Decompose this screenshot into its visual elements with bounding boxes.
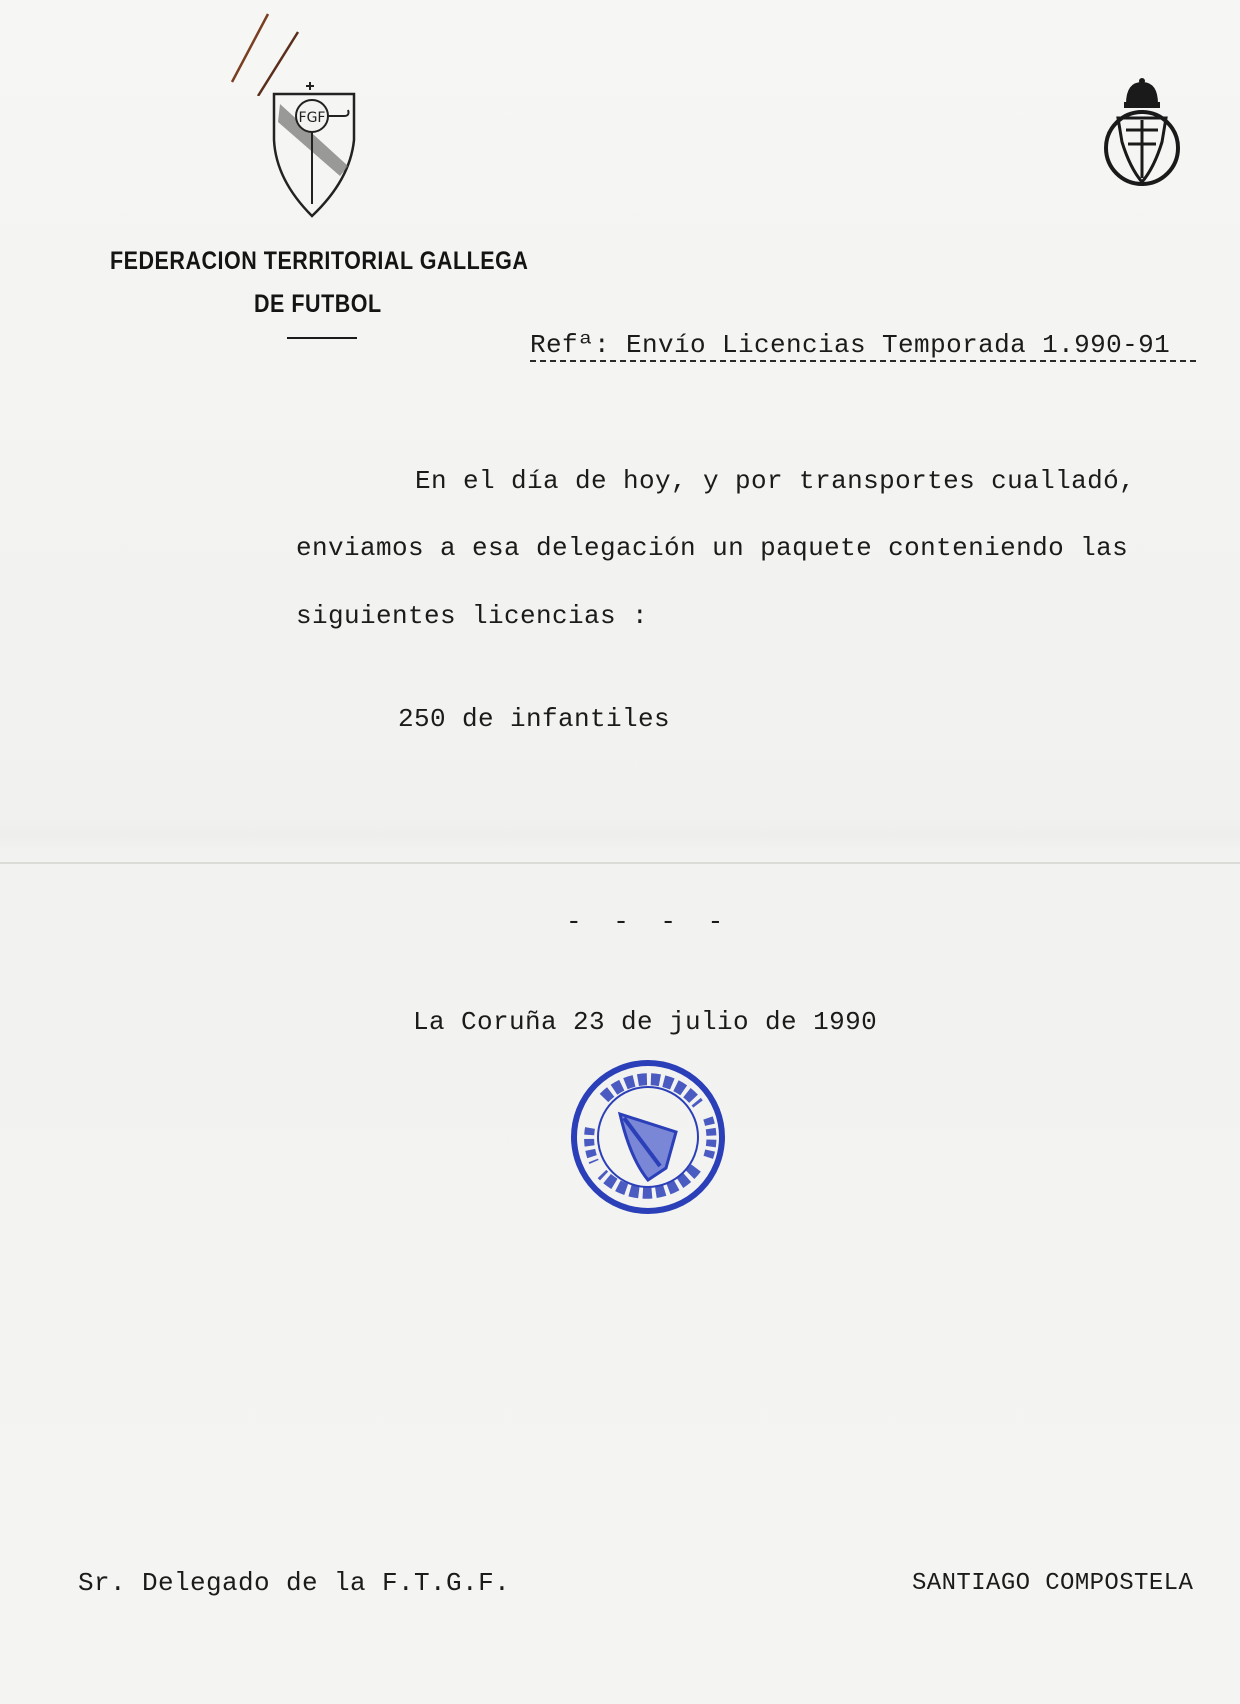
svg-text:FGF: FGF bbox=[298, 110, 326, 126]
body-line-1: En el día de hoy, y por transportes cualladó, bbox=[415, 466, 1136, 496]
recipient-line: Sr. Delegado de la F.T.G.F. bbox=[78, 1568, 511, 1598]
letterhead-divider bbox=[287, 337, 357, 339]
destination-city: SANTIAGO COMPOSTELA bbox=[912, 1570, 1194, 1597]
reference-line: Refª: Envío Licencias Temporada 1.990-91 bbox=[530, 330, 1171, 360]
paper-fold bbox=[0, 862, 1240, 864]
license-item: 250 de infantiles bbox=[398, 704, 671, 734]
galician-football-federation-crest-icon bbox=[270, 80, 362, 220]
organization-name-line2: DE FUTBOL bbox=[254, 290, 382, 318]
reference-underline bbox=[530, 360, 1196, 362]
circular-ink-stamp-icon bbox=[568, 1058, 728, 1216]
date-line: La Coruña 23 de julio de 1990 bbox=[413, 1007, 878, 1037]
section-separator: - - - - bbox=[566, 907, 732, 937]
organization-name-line1: FEDERACION TERRITORIAL GALLEGA bbox=[110, 247, 529, 275]
body-line-3: siguientes licencias : bbox=[296, 601, 649, 631]
body-line-2: enviamos a esa delegación un paquete conteniendo las bbox=[296, 533, 1129, 563]
spanish-football-federation-crest-icon bbox=[1102, 78, 1182, 190]
